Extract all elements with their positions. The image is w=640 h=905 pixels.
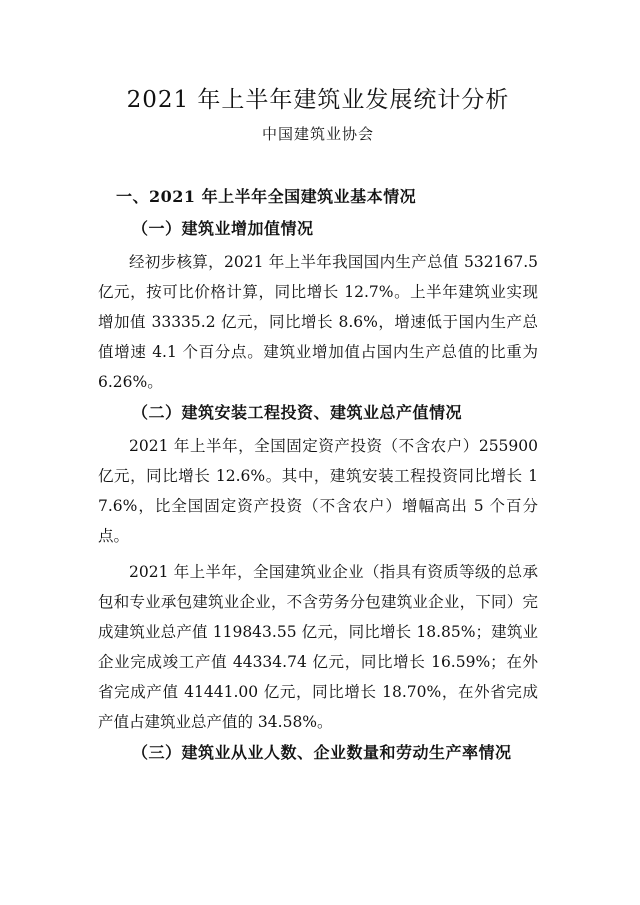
document-title: 2021 年上半年建筑业发展统计分析 — [126, 87, 510, 113]
subsection-heading-3: （三）建筑业从业人数、企业数量和劳动生产率情况 — [132, 743, 512, 762]
paragraph-investment: 2021 年上半年，全国固定资产投资（不含农户）255900 亿元，同比增长 12.6%。其中，建筑安装工程投资同比增长 17.6%，比全国固定资产投资（不含农户）增幅高出 5 个百分点。 — [98, 437, 538, 545]
subsection-heading-1: （一）建筑业增加值情况 — [132, 219, 314, 238]
organization-name: 中国建筑业协会 — [261, 125, 374, 143]
paragraph-value-added: 经初步核算，2021 年上半年我国国内生产总值 532167.5 亿元，按可比价格计算，同比增长 12.7%。上半年建筑业实现增加值 33335.2 亿元，同比增长 8.6%，增速低于国内生产总值增速 4.1 个百分点。建筑业增加值占国内生产总值的比重为 6.26%。 — [98, 253, 538, 391]
section-heading-1: 一、2021 年上半年全国建筑业基本情况 — [116, 187, 417, 206]
paragraph-output-value: 2021 年上半年，全国建筑业企业（指具有资质等级的总承包和专业承包建筑业企业，不含劳务分包建筑业企业，下同）完成建筑业总产值 119843.55 亿元，同比增长 18.85%；建筑业企业完成竣工产值 44334.74 亿元，同比增长 16.59%；在外省完成产值 41441.00 亿元，同比增长 18.70%，在外省完成产值占建筑业总产值的 34.58%。 — [98, 563, 538, 731]
subsection-heading-2: （二）建筑安装工程投资、建筑业总产值情况 — [132, 403, 463, 422]
